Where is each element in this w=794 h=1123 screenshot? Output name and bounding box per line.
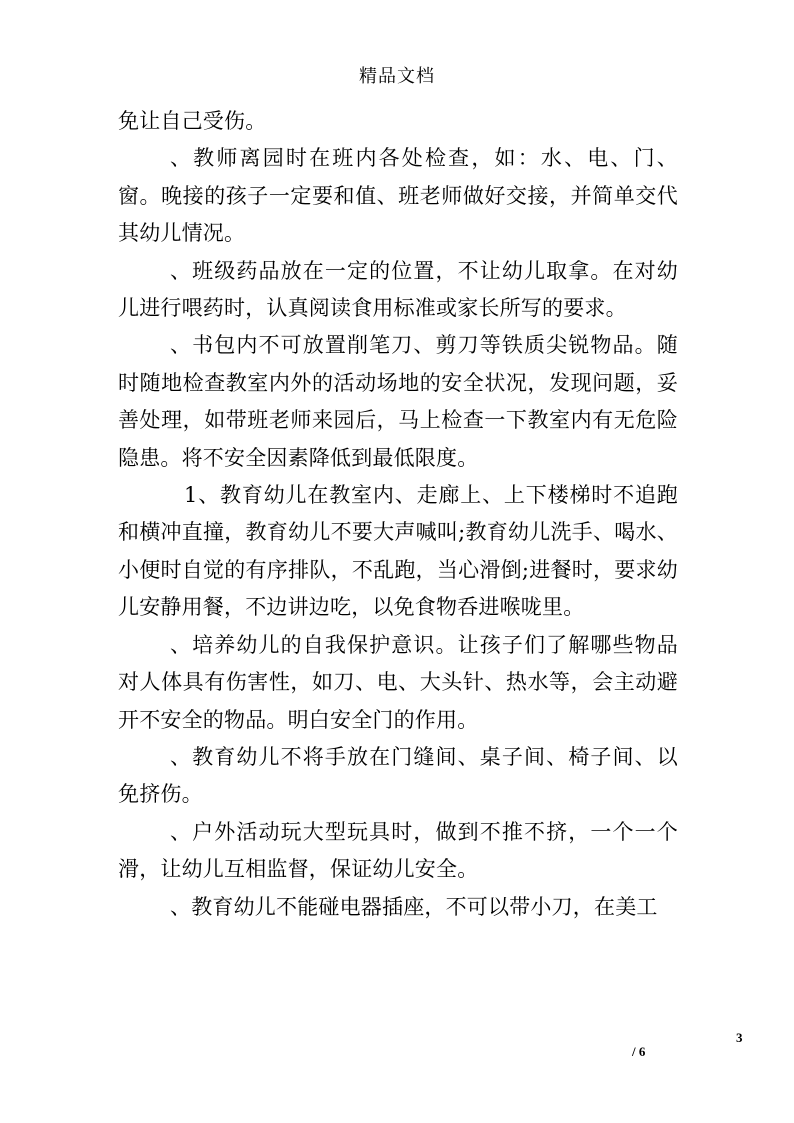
paragraph-1: 、教师离园时在班内各处检查，如：水、电、门、窗。晚接的孩子一定要和值、班老师做好交接，并简单交代其幼儿情况。 bbox=[118, 146, 678, 246]
paragraph-0: 免让自己受伤。 bbox=[118, 109, 267, 133]
paragraph-8: 、教育幼儿不能碰电器插座，不可以带小刀，在美工 bbox=[170, 894, 658, 919]
paragraph-5: 、培养幼儿的自我保护意识。让孩子们了解哪些物品对人体具有伤害性，如刀、电、大头针、热水等，会主动避开不安全的物品。明白安全门的作用。 bbox=[118, 632, 678, 732]
paragraph-6: 、教育幼儿不将手放在门缝间、桌子间、椅子间、以免挤伤。 bbox=[118, 744, 678, 807]
page-number: 3 bbox=[736, 1030, 743, 1045]
document-body bbox=[118, 103, 678, 926]
page-header-title: 精品文档 bbox=[359, 66, 435, 87]
paragraph-2: 、班级药品放在一定的位置，不让幼儿取拿。在对幼儿进行喂药时，认真阅读食用标准或家长所写的要求。 bbox=[118, 258, 678, 321]
paragraph-4: 1、教育幼儿在教室内、走廊上、上下楼梯时不追跑和横冲直撞，教育幼儿不要大声喊叫;教育幼儿洗手、喝水、小便时自觉的有序排队，不乱跑，当心滑倒;进餐时，要求幼儿安静用餐，不边讲边吃，以免食物呑进喉咙里。 bbox=[118, 483, 678, 620]
page-total: / 6 bbox=[632, 1044, 646, 1059]
paragraph-7: 、户外活动玩大型玩具时，做到不推不挤，一个一个滑，让幼儿互相监督，保证幼儿安全。 bbox=[118, 819, 678, 882]
paragraph-3: 、书包内不可放置削笔刀、剪刀等铁质尖锐物品。随时随地检查教室内外的活动场地的安全状况，发现问题，妥善处理，如带班老师来园后，马上检查一下教室内有无危险隐患。将不安全因素降低到最低限度。 bbox=[118, 333, 678, 470]
